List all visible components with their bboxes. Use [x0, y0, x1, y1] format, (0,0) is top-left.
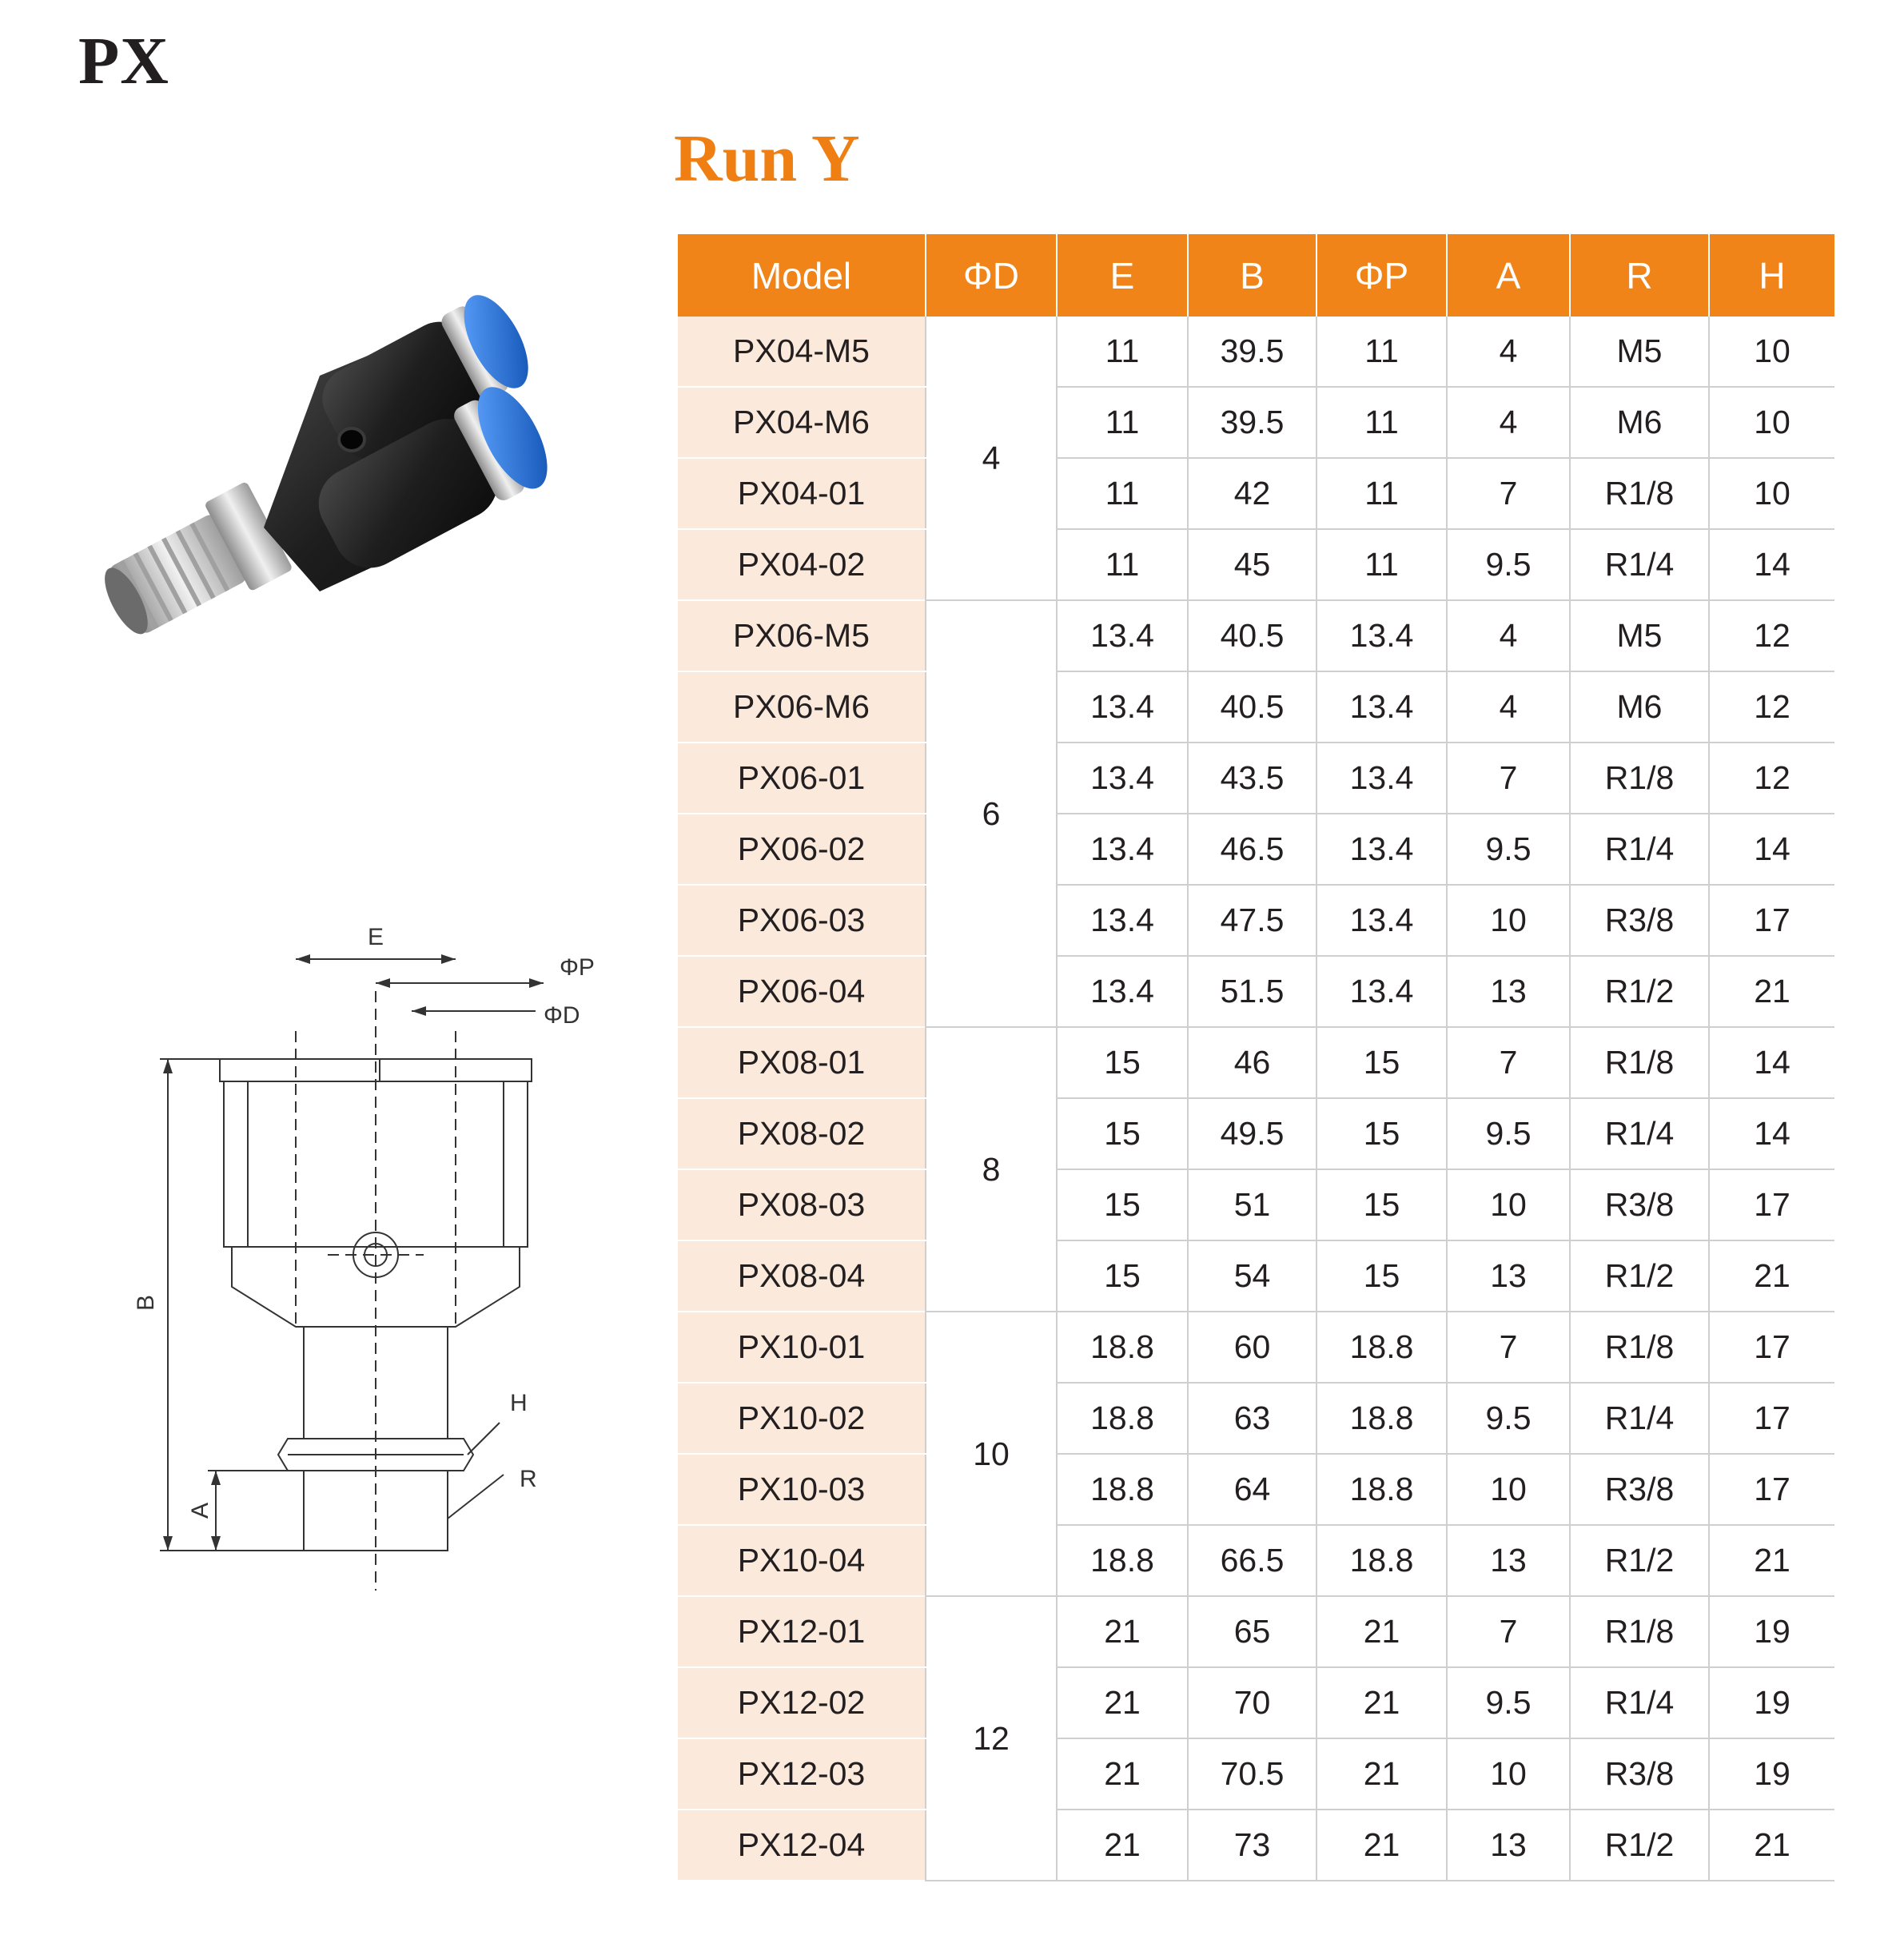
column-header: ΦP — [1316, 234, 1447, 317]
table-cell: 14 — [1709, 814, 1834, 885]
table-cell: 13.4 — [1316, 814, 1447, 885]
table-cell: 39.5 — [1188, 387, 1316, 458]
table-cell: PX10-02 — [678, 1383, 926, 1454]
column-header: H — [1709, 234, 1834, 317]
label-e: E — [367, 924, 384, 950]
table-cell: 13.4 — [1057, 885, 1188, 956]
table-cell: PX06-04 — [678, 956, 926, 1027]
table-cell: PX04-M5 — [678, 317, 926, 387]
table-cell: 15 — [1057, 1098, 1188, 1169]
table-cell: 6 — [926, 600, 1057, 1027]
table-cell: R1/4 — [1570, 1667, 1709, 1738]
table-cell: 70.5 — [1188, 1738, 1316, 1810]
table-cell: 21 — [1057, 1596, 1188, 1667]
table-cell: 13.4 — [1057, 600, 1188, 671]
column-header: R — [1570, 234, 1709, 317]
table-cell: 21 — [1316, 1738, 1447, 1810]
series-title: Run Y — [674, 121, 860, 196]
table-cell: 11 — [1316, 529, 1447, 600]
table-cell: 40.5 — [1188, 600, 1316, 671]
table-cell: PX12-04 — [678, 1810, 926, 1881]
product-code-title: PX — [78, 24, 169, 98]
table-row — [678, 317, 1834, 387]
table-cell: 54 — [1188, 1240, 1316, 1312]
table-cell: 13.4 — [1057, 814, 1188, 885]
table-cell: 9.5 — [1447, 814, 1570, 885]
table-cell: 10 — [926, 1312, 1057, 1596]
table-cell: 7 — [1447, 458, 1570, 529]
table-cell: R1/4 — [1570, 814, 1709, 885]
table-row — [678, 1596, 1834, 1667]
table-cell: PX08-04 — [678, 1240, 926, 1312]
label-b: B — [133, 1294, 159, 1311]
table-cell: 15 — [1057, 1240, 1188, 1312]
table-cell: 14 — [1709, 1027, 1834, 1098]
table-cell: 15 — [1316, 1027, 1447, 1098]
table-cell: 21 — [1316, 1596, 1447, 1667]
column-header: ΦD — [926, 234, 1057, 317]
table-cell: 70 — [1188, 1667, 1316, 1738]
table-cell: 21 — [1709, 1810, 1834, 1881]
table-cell: PX04-M6 — [678, 387, 926, 458]
table-cell: 21 — [1709, 956, 1834, 1027]
table-cell: 17 — [1709, 1312, 1834, 1383]
table-cell: R1/2 — [1570, 956, 1709, 1027]
table-cell: M6 — [1570, 387, 1709, 458]
table-cell: 13.4 — [1316, 671, 1447, 743]
table-row — [678, 1810, 1834, 1881]
table-row — [678, 1738, 1834, 1810]
table-cell: 17 — [1709, 1169, 1834, 1240]
table-row — [678, 814, 1834, 885]
table-cell: 18.8 — [1316, 1312, 1447, 1383]
table-cell: 51.5 — [1188, 956, 1316, 1027]
table-row — [678, 387, 1834, 458]
table-cell: 46.5 — [1188, 814, 1316, 885]
table-cell: R1/2 — [1570, 1525, 1709, 1596]
table-cell: 13.4 — [1316, 956, 1447, 1027]
table-cell: 47.5 — [1188, 885, 1316, 956]
spec-table — [678, 234, 1834, 1881]
table-cell: 11 — [1316, 458, 1447, 529]
table-cell: 13 — [1447, 1810, 1570, 1881]
table-cell: 10 — [1447, 1738, 1570, 1810]
table-row — [678, 1027, 1834, 1098]
table-cell: 13.4 — [1316, 600, 1447, 671]
table-row — [678, 1098, 1834, 1169]
table-cell: 40.5 — [1188, 671, 1316, 743]
table-cell: 18.8 — [1057, 1312, 1188, 1383]
table-cell: 11 — [1057, 317, 1188, 387]
table-header-row — [678, 234, 1834, 317]
table-cell: 10 — [1447, 1454, 1570, 1525]
table-cell: 15 — [1316, 1169, 1447, 1240]
table-row — [678, 743, 1834, 814]
table-cell: 7 — [1447, 743, 1570, 814]
table-cell: R1/4 — [1570, 529, 1709, 600]
table-cell: 21 — [1316, 1667, 1447, 1738]
table-cell: 64 — [1188, 1454, 1316, 1525]
table-cell: 49.5 — [1188, 1098, 1316, 1169]
table-cell: 13 — [1447, 1240, 1570, 1312]
table-cell: PX08-02 — [678, 1098, 926, 1169]
table-cell: 19 — [1709, 1738, 1834, 1810]
table-cell: 51 — [1188, 1169, 1316, 1240]
table-row — [678, 1312, 1834, 1383]
column-header: E — [1057, 234, 1188, 317]
table-cell: PX12-03 — [678, 1738, 926, 1810]
table-row — [678, 1169, 1834, 1240]
table-cell: 10 — [1709, 317, 1834, 387]
table-cell: 12 — [926, 1596, 1057, 1881]
table-cell: 4 — [1447, 671, 1570, 743]
table-row — [678, 671, 1834, 743]
table-row — [678, 1525, 1834, 1596]
table-cell: 15 — [1057, 1169, 1188, 1240]
table-cell: PX08-03 — [678, 1169, 926, 1240]
column-header: B — [1188, 234, 1316, 317]
table-cell: R3/8 — [1570, 1169, 1709, 1240]
table-cell: R1/8 — [1570, 458, 1709, 529]
table-cell: PX06-02 — [678, 814, 926, 885]
table-cell: 7 — [1447, 1596, 1570, 1667]
table-cell: 21 — [1709, 1240, 1834, 1312]
table-cell: 13 — [1447, 956, 1570, 1027]
table-cell: 9.5 — [1447, 529, 1570, 600]
table-cell: 9.5 — [1447, 1667, 1570, 1738]
table-cell: 63 — [1188, 1383, 1316, 1454]
table-cell: PX10-04 — [678, 1525, 926, 1596]
table-cell: PX06-M5 — [678, 600, 926, 671]
table-cell: PX08-01 — [678, 1027, 926, 1098]
table-cell: 9.5 — [1447, 1098, 1570, 1169]
table-cell: 21 — [1316, 1810, 1447, 1881]
table-cell: 10 — [1709, 387, 1834, 458]
table-cell: 43.5 — [1188, 743, 1316, 814]
table-cell: R3/8 — [1570, 1738, 1709, 1810]
table-row — [678, 600, 1834, 671]
table-cell: R1/8 — [1570, 1312, 1709, 1383]
table-cell: 4 — [1447, 317, 1570, 387]
table-cell: PX10-01 — [678, 1312, 926, 1383]
table-cell: PX06-M6 — [678, 671, 926, 743]
table-cell: 21 — [1709, 1525, 1834, 1596]
table-cell: PX06-03 — [678, 885, 926, 956]
table-cell: 4 — [1447, 600, 1570, 671]
table-cell: 12 — [1709, 743, 1834, 814]
table-cell: 21 — [1057, 1810, 1188, 1881]
table-cell: 73 — [1188, 1810, 1316, 1881]
table-cell: R1/2 — [1570, 1240, 1709, 1312]
table-cell: 9.5 — [1447, 1383, 1570, 1454]
table-cell: PX04-02 — [678, 529, 926, 600]
table-cell: 15 — [1316, 1098, 1447, 1169]
table-cell: 19 — [1709, 1667, 1834, 1738]
label-h: H — [510, 1390, 528, 1416]
table-cell: 14 — [1709, 1098, 1834, 1169]
table-cell: 17 — [1709, 885, 1834, 956]
table-cell: 8 — [926, 1027, 1057, 1312]
table-cell: 46 — [1188, 1027, 1316, 1098]
table-cell: R1/8 — [1570, 743, 1709, 814]
table-cell: 19 — [1709, 1596, 1834, 1667]
table-cell: 14 — [1709, 529, 1834, 600]
table-cell: 12 — [1709, 671, 1834, 743]
table-row — [678, 956, 1834, 1027]
table-cell: PX12-01 — [678, 1596, 926, 1667]
table-cell: 66.5 — [1188, 1525, 1316, 1596]
table-cell: 18.8 — [1057, 1525, 1188, 1596]
column-header: Model — [678, 234, 926, 317]
table-cell: 18.8 — [1316, 1454, 1447, 1525]
table-cell: 13.4 — [1057, 956, 1188, 1027]
table-cell: 15 — [1057, 1027, 1188, 1098]
table-cell: PX04-01 — [678, 458, 926, 529]
table-cell: R1/4 — [1570, 1383, 1709, 1454]
product-photo — [80, 288, 623, 687]
table-row — [678, 529, 1834, 600]
table-cell: 60 — [1188, 1312, 1316, 1383]
table-cell: 13.4 — [1057, 671, 1188, 743]
table-cell: 12 — [1709, 600, 1834, 671]
table-row — [678, 1383, 1834, 1454]
table-cell: 17 — [1709, 1454, 1834, 1525]
table-cell: 10 — [1447, 1169, 1570, 1240]
table-cell: 13.4 — [1316, 743, 1447, 814]
table-cell: 10 — [1447, 885, 1570, 956]
table-row — [678, 1240, 1834, 1312]
table-cell: 17 — [1709, 1383, 1834, 1454]
table-cell: 11 — [1316, 387, 1447, 458]
table-row — [678, 458, 1834, 529]
table-cell: R1/8 — [1570, 1596, 1709, 1667]
table-cell: 18.8 — [1316, 1525, 1447, 1596]
table-cell: M5 — [1570, 600, 1709, 671]
table-row — [678, 885, 1834, 956]
table-cell: M6 — [1570, 671, 1709, 743]
table-cell: R1/4 — [1570, 1098, 1709, 1169]
table-cell: 18.8 — [1057, 1383, 1188, 1454]
table-cell: 18.8 — [1316, 1383, 1447, 1454]
label-d: ΦD — [544, 1002, 580, 1029]
table-cell: 7 — [1447, 1027, 1570, 1098]
table-cell: 13.4 — [1057, 743, 1188, 814]
table-cell: 21 — [1057, 1667, 1188, 1738]
table-cell: M5 — [1570, 317, 1709, 387]
label-r: R — [520, 1466, 537, 1492]
table-cell: 65 — [1188, 1596, 1316, 1667]
table-cell: 39.5 — [1188, 317, 1316, 387]
table-cell: 4 — [926, 317, 1057, 600]
table-cell: 4 — [1447, 387, 1570, 458]
table-cell: 11 — [1316, 317, 1447, 387]
table-cell: 11 — [1057, 458, 1188, 529]
table-cell: 11 — [1057, 529, 1188, 600]
column-header: A — [1447, 234, 1570, 317]
table-cell: PX06-01 — [678, 743, 926, 814]
table-cell: PX12-02 — [678, 1667, 926, 1738]
table-cell: R3/8 — [1570, 885, 1709, 956]
table-cell: 10 — [1709, 458, 1834, 529]
table-cell: 7 — [1447, 1312, 1570, 1383]
table-row — [678, 1667, 1834, 1738]
table-cell: 45 — [1188, 529, 1316, 600]
table-cell: R1/2 — [1570, 1810, 1709, 1881]
table-cell: R1/8 — [1570, 1027, 1709, 1098]
table-cell: 18.8 — [1057, 1454, 1188, 1525]
table-cell: 42 — [1188, 458, 1316, 529]
table-cell: 11 — [1057, 387, 1188, 458]
table-row — [678, 1454, 1834, 1525]
label-p: ΦP — [560, 954, 595, 981]
label-a: A — [187, 1502, 213, 1519]
dimension-drawing — [128, 911, 623, 1615]
table-cell: 21 — [1057, 1738, 1188, 1810]
table-cell: PX10-03 — [678, 1454, 926, 1525]
table-cell: 15 — [1316, 1240, 1447, 1312]
table-cell: 13 — [1447, 1525, 1570, 1596]
table-cell: R3/8 — [1570, 1454, 1709, 1525]
table-cell: 13.4 — [1316, 885, 1447, 956]
